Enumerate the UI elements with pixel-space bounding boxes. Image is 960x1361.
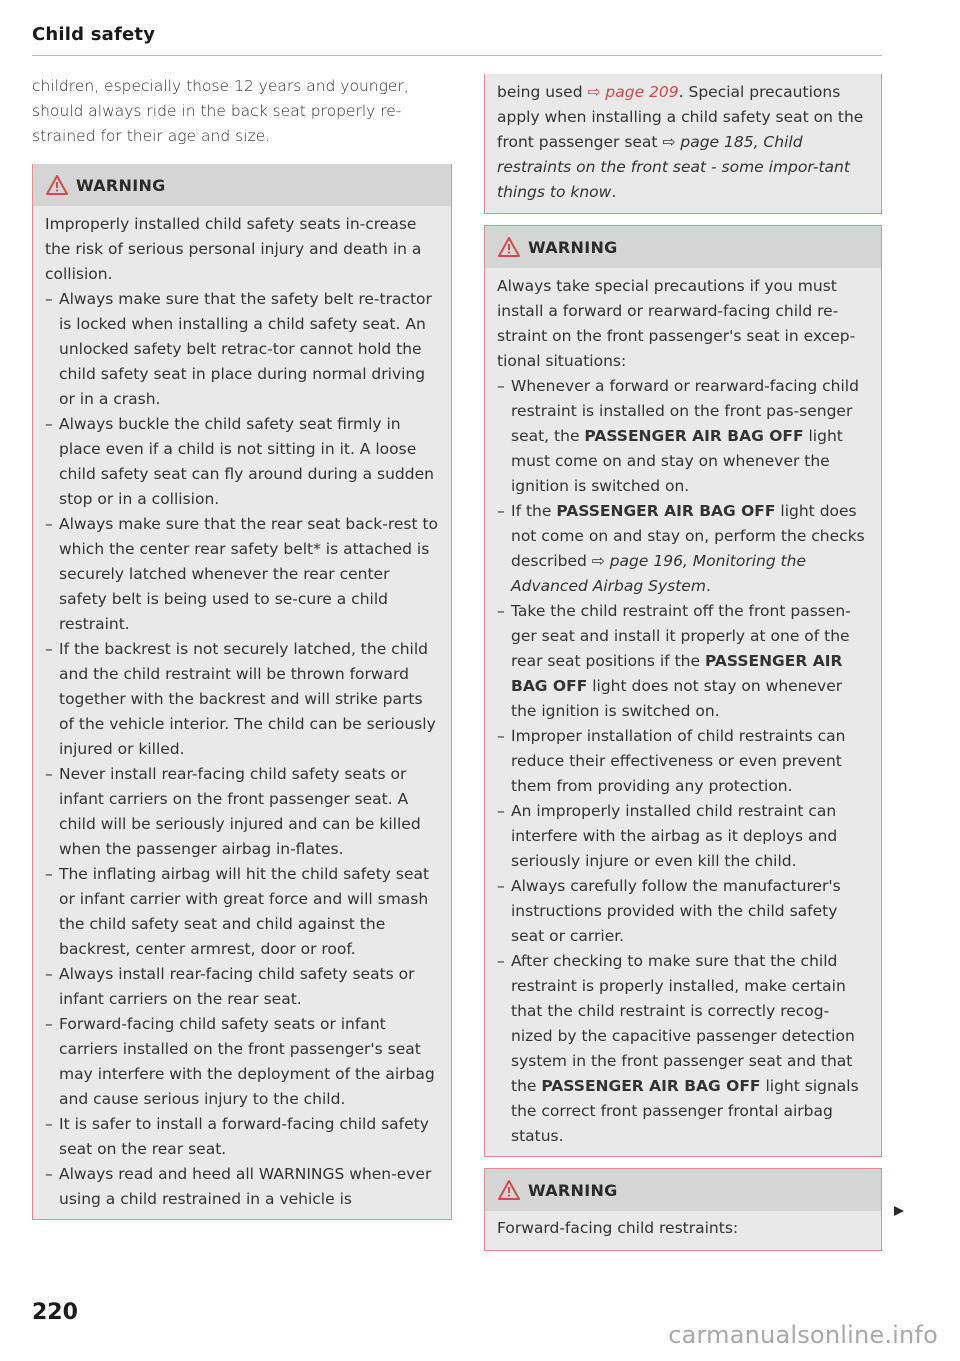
warning-triangle-icon	[498, 1180, 520, 1200]
list-item: – Forward-facing child safety seats or infant carriers installed on the front passenger's seat may interfere with the deployment of the airbag and cause serious injury to the child.	[45, 1012, 439, 1112]
list-item: – Always buckle the child safety seat firmly in place even if a child is not sitting in it. A loose child safety seat can fly around during a sudden stop or in a collision.	[45, 412, 439, 512]
list-item: – Always make sure that the rear seat back-rest to which the center rear safety belt* is attached is securely latched whenever the rear center safety belt is being used to se-cure a child restraint.	[45, 512, 439, 637]
right-column	[484, 74, 882, 1251]
header-divider	[32, 55, 882, 56]
warning-body	[485, 1211, 881, 1250]
warning-box-3	[484, 1168, 882, 1251]
warning-title: WARNING	[528, 237, 618, 257]
watermark: carmanualsonline.info	[668, 1321, 938, 1349]
warning-body	[485, 268, 881, 1156]
warning-title: WARNING	[528, 1180, 618, 1200]
list-item: – Improper installation of child restraints can reduce their effectiveness or even prevent them from providing any protection.	[497, 724, 869, 799]
page-ref-link[interactable]: ⇨ page 185, Child restraints on the front seat - some impor-tant things to know	[497, 133, 850, 201]
page-number: 220	[32, 1300, 78, 1325]
intro-paragraph: children, especially those 12 years and younger, should always ride in the back seat properly re-strained for their age and size.	[32, 77, 409, 145]
list-item: – It is safer to install a forward-facing child safety seat on the rear seat.	[45, 1112, 439, 1162]
warning-intro: Always take special precautions if you must install a forward or rearward-facing child re-straint on the front passenger's seat in excep-tional situations:	[497, 277, 856, 370]
list-item: – Whenever a forward or rearward-facing child restraint is installed on the front pas-senger seat, the PASSENGER AIR BAG OFF light must come on and stay on whenever the ignition is switched on.	[497, 374, 869, 499]
warning-triangle-icon	[498, 237, 520, 257]
list-item: – Never install rear-facing child safety seats or infant carriers on the front passenger seat. A child will be seriously injured and can be killed when the passenger airbag in-flates.	[45, 762, 439, 862]
warning-header	[33, 164, 451, 206]
page-ref-link[interactable]: ⇨ page 196, Monitoring the Advanced Airbag System	[511, 552, 807, 595]
warning-body	[33, 206, 451, 1219]
list-item: – An improperly installed child restraint can interfere with the airbag as it deploys and seriously injure or even kill the child.	[497, 799, 869, 874]
warning-intro: Forward-facing child restraints:	[497, 1219, 739, 1237]
warning-box-1	[32, 164, 452, 1220]
warning-header	[485, 1169, 881, 1211]
warning-title: WARNING	[76, 175, 166, 195]
list-item: – After checking to make sure that the child restraint is properly installed, make certain that the child restraint is correctly recog-nized by the capacitive passenger detection system in the front passenger seat and that the PASSENGER AIR BAG OFF light signals the correct front passenger frontal airbag status.	[497, 949, 869, 1149]
continued-text: being used ⇨ page 209. Special precautions apply when installing a child safety seat on the front passenger seat ⇨ page 185, Child restraints on the front seat - some impor-tant things to know.	[497, 83, 864, 201]
warning-intro: Improperly installed child safety seats in-crease the risk of serious personal injury and death in a collision.	[45, 215, 422, 283]
left-column	[32, 74, 452, 1220]
list-item: – Take the child restraint off the front passen-ger seat and install it properly at one of the rear seat positions if the PASSENGER AIR BAG OFF light does not stay on whenever the ignition is switched on.	[497, 599, 869, 724]
warning-box-1-continued	[484, 74, 882, 214]
continue-arrow-icon	[893, 1205, 905, 1217]
list-item: – Always read and heed all WARNINGS when-ever using a child restrained in a vehicle is	[45, 1162, 439, 1212]
list-item: – Always install rear-facing child safety seats or infant carriers on the rear seat.	[45, 962, 439, 1012]
list-item: – Always carefully follow the manufacturer's instructions provided with the child safety seat or carrier.	[497, 874, 869, 949]
list-item: – If the PASSENGER AIR BAG OFF light does not come on and stay on, perform the checks described ⇨ page 196, Monitoring the Advanced Airbag System.	[497, 499, 869, 599]
warning-list	[45, 287, 439, 1212]
list-item: – If the backrest is not securely latched, the child and the child restraint will be thrown forward together with the backrest and will strike parts of the vehicle interior. The child can be seriously injured or killed.	[45, 637, 439, 762]
page-ref-link[interactable]: ⇨ page 209	[587, 83, 679, 101]
list-item: – Always make sure that the safety belt re-tractor is locked when installing a child safety seat. An unlocked safety belt retrac-tor cannot hold the child safety seat in place during normal driving or in a crash.	[45, 287, 439, 412]
warning-header	[485, 226, 881, 268]
warning-box-2	[484, 225, 882, 1157]
list-item: – The inflating airbag will hit the child safety seat or infant carrier with great force and will smash the child safety seat and child against the backrest, center armrest, door or roof.	[45, 862, 439, 962]
warning-body-continued	[485, 74, 881, 213]
page-header-title: Child safety	[32, 24, 156, 45]
warning-list	[497, 374, 869, 1149]
warning-triangle-icon	[46, 175, 68, 195]
